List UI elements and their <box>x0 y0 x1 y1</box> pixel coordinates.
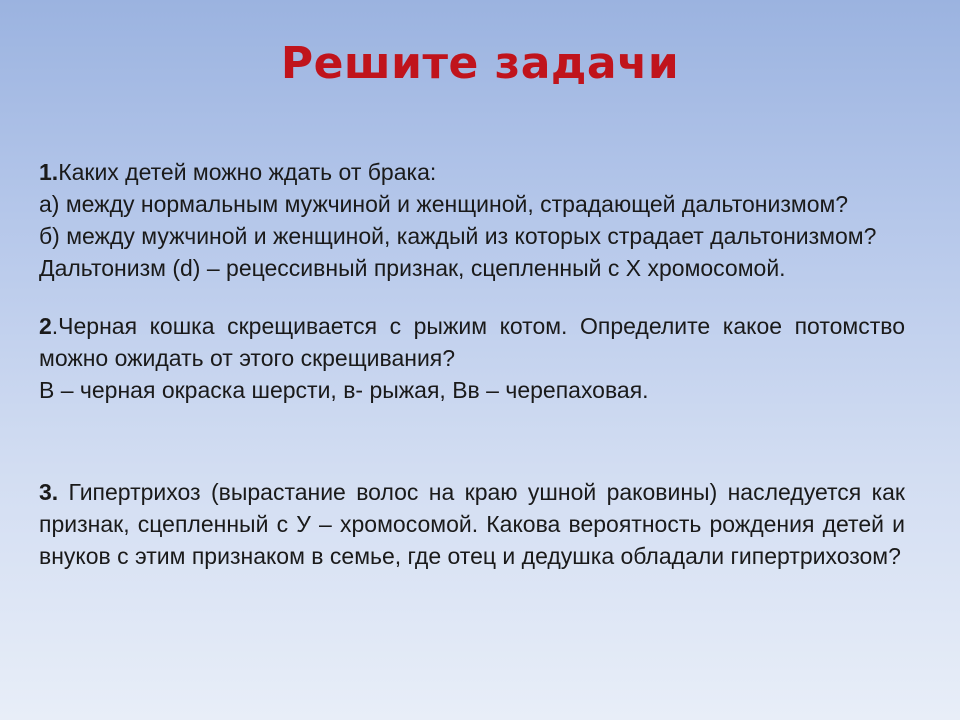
tasks-container <box>39 156 905 572</box>
task-3-text: Гипертрихоз (вырастание волос на краю ушной раковины) наследуется как признак, сцепленный с У – хромосомой. Какова вероятность рождения детей и внуков с этим признаком в семье, где отец и дедушка обладали гипертрихозом? <box>39 479 905 569</box>
task-1-number: 1. <box>39 159 59 185</box>
task-2-intro <box>39 310 905 374</box>
task-1-intro-text: Каких детей можно ждать от брака: <box>58 159 437 185</box>
task-1 <box>39 156 905 284</box>
task-2-intro-text: .Черная кошка скрещивается с рыжим котом. Определите какое потомство можно ожидать от этого скрещивания? <box>39 313 905 371</box>
task-2 <box>39 310 905 406</box>
task-1-note: Дальтонизм (d) – рецессивный признак, сцепленный с Х хромосомой. <box>39 255 786 281</box>
task-1-item-b: б) между мужчиной и женщиной, каждый из которых страдает дальтонизмом? <box>39 223 877 249</box>
task-1-intro <box>39 156 905 188</box>
task-1-item-a: а) между нормальным мужчиной и женщиной, страдающей дальтонизмом? <box>39 191 849 217</box>
task-3 <box>39 476 905 572</box>
task-3-number: 3. <box>39 479 59 505</box>
task-3-body <box>39 476 905 572</box>
task-2-number: 2 <box>39 313 52 339</box>
slide-title: Решите задачи <box>280 38 680 89</box>
task-2-note: В – черная окраска шерсти, в- рыжая, Вв – черепаховая. <box>39 377 649 403</box>
